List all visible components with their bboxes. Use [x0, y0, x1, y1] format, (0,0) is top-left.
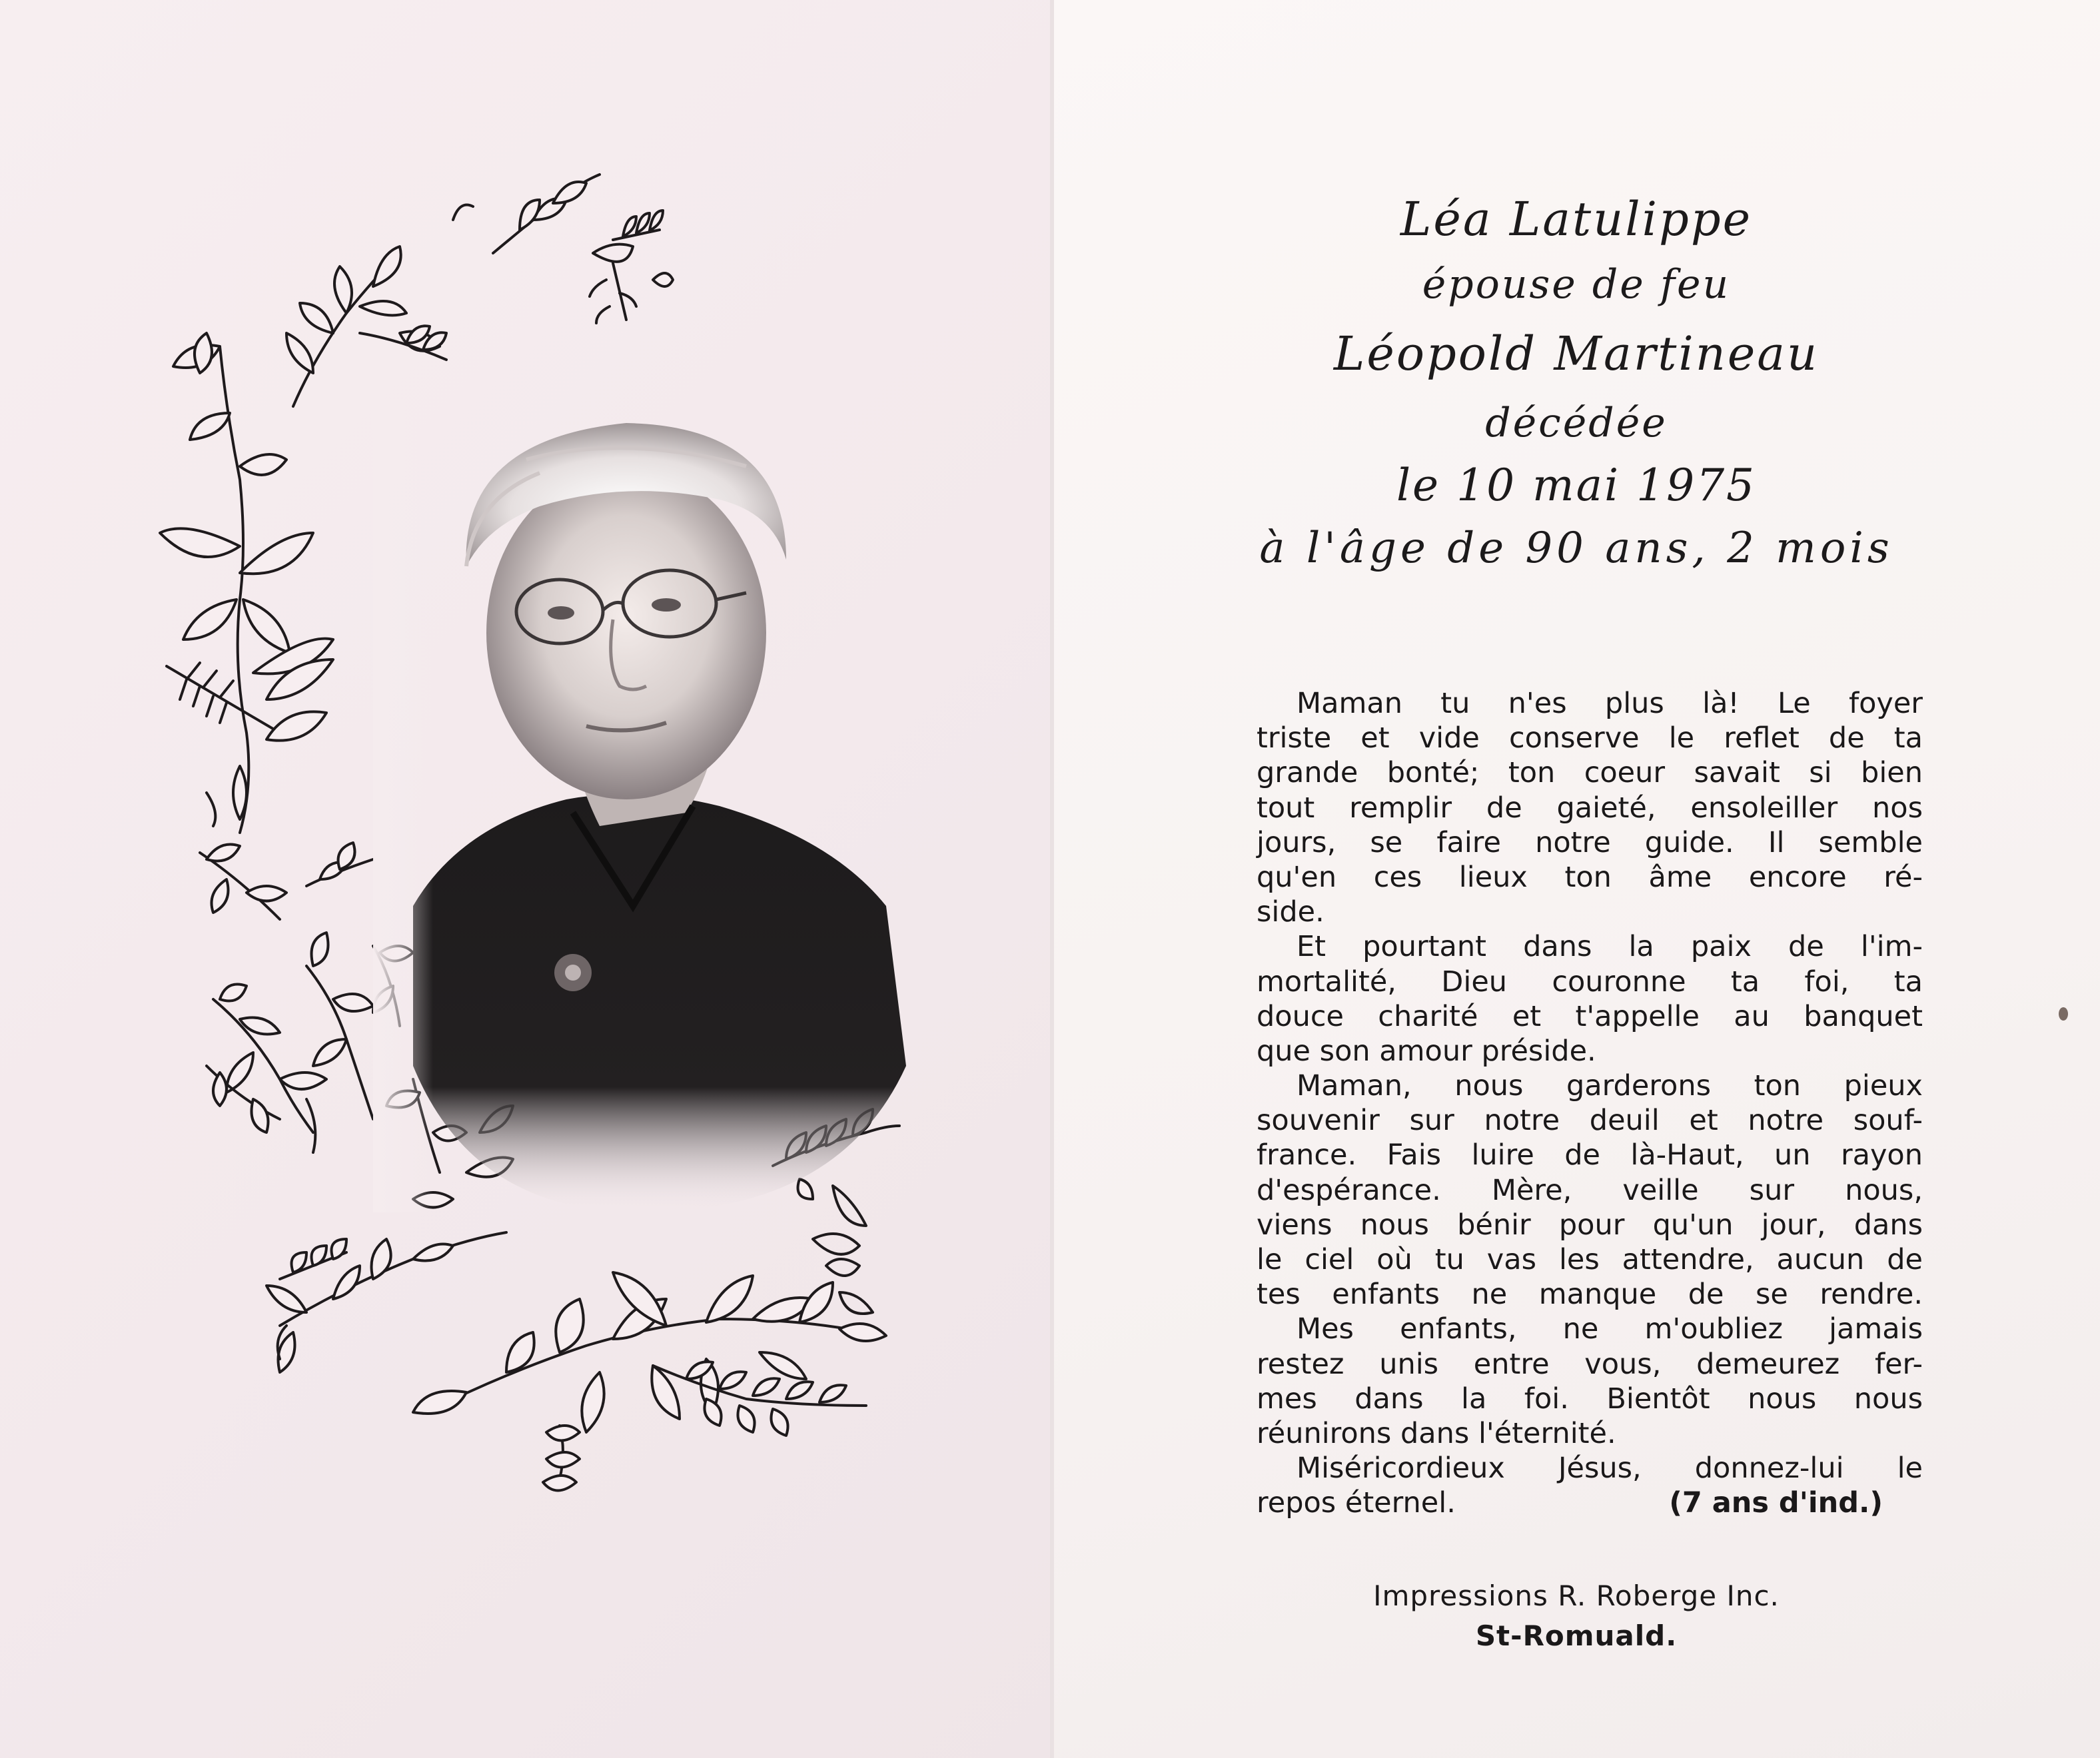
poem-line: restez unis entre vous, demeurez fer- [1257, 1347, 1923, 1381]
death-date: le 10 mai 1975 [1396, 460, 1757, 511]
poem-line: réunirons dans l'éternité. [1257, 1416, 1616, 1450]
poem-line: repos éternel. [1257, 1486, 1456, 1520]
memorial-poem [1257, 686, 1923, 1521]
portrait-photo [373, 400, 906, 1212]
deceased-name: Léa Latulippe [1400, 192, 1753, 246]
poem-line: tout remplir de gaieté, ensoleiller nos [1257, 791, 1923, 825]
poem-line: mortalité, Dieu couronne ta foi, ta [1257, 965, 1923, 999]
poem-line: tes enfants ne manque de se rendre. [1257, 1278, 1923, 1312]
spouse-name: Léopold Martineau [1333, 326, 1820, 381]
poem-line: mes dans la foi. Bientôt nous nous [1257, 1382, 1923, 1416]
poem-line: d'espérance. Mère, veille sur nous, [1257, 1173, 1923, 1207]
poem-line: Mes enfants, ne m'oubliez jamais [1297, 1312, 1923, 1346]
poem-line: grande bonté; ton coeur savait si bien [1257, 756, 1923, 790]
deceased-label: décédée [1485, 400, 1668, 446]
poem-line: Maman, nous garderons ton pieux [1297, 1069, 1923, 1103]
poem-line: Maman tu n'es plus là! Le foyer [1297, 687, 1923, 720]
ink-spot [2059, 1007, 2068, 1021]
poem-line: le ciel où tu vas les attendre, aucun de [1257, 1243, 1923, 1276]
poem-line: triste et vide conserve le reflet de ta [1257, 721, 1923, 755]
poem-line: qu'en ces lieux ton âme encore ré- [1257, 860, 1923, 894]
poem-closing-line [1257, 1486, 1923, 1520]
poem-line: que son amour préside. [1257, 1034, 1596, 1068]
printer-name: Impressions R. Roberge Inc. [1373, 1579, 1780, 1612]
poem-line: Miséricordieux Jésus, donnez-lui le [1297, 1452, 1923, 1486]
printer-credit [1053, 1576, 2100, 1656]
poem-line: viens nous bénir pour qu'un jour, dans [1257, 1208, 1923, 1242]
age-at-death: à l'âge de 90 ans, 2 mois [1259, 524, 1893, 573]
poem-line: france. Fais luire de là-Haut, un rayon [1257, 1138, 1923, 1172]
indulgence-note: (7 ans d'ind.) [1669, 1486, 1883, 1520]
poem-line: jours, se faire notre guide. Il semble [1257, 825, 1923, 859]
poem-line: side. [1257, 895, 1324, 929]
poem-line: douce charité et t'appelle au banquet [1257, 999, 1923, 1033]
spouse-prefix: épouse de feu [1422, 261, 1731, 308]
printer-town: St-Romuald. [1475, 1619, 1678, 1652]
poem-line: souvenir sur notre deuil et notre souf- [1257, 1104, 1923, 1138]
poem-line: Et pourtant dans la paix de l'im- [1297, 930, 1923, 964]
